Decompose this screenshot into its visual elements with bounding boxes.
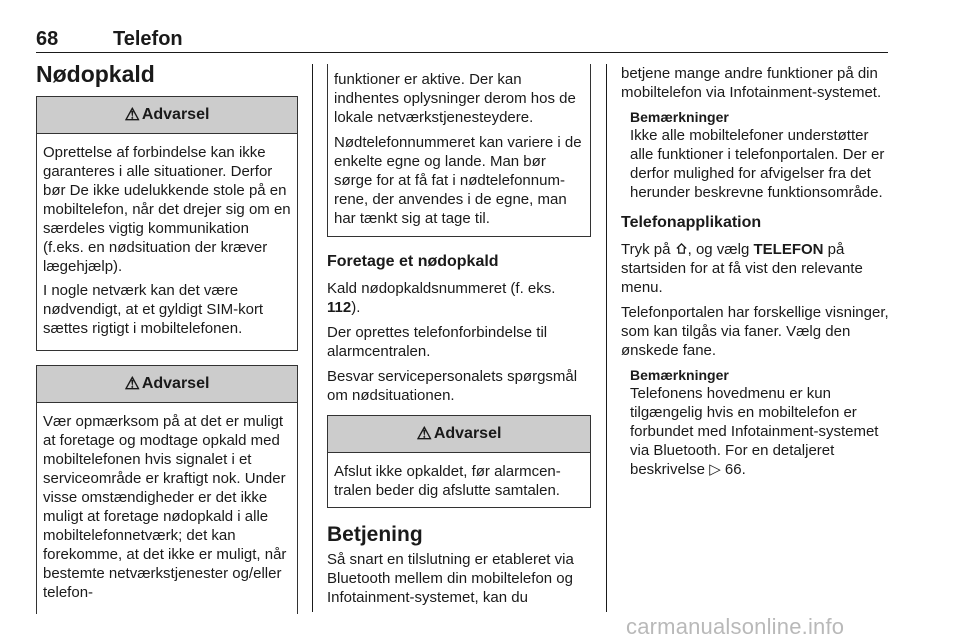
warning-paragraph: Vær opmærksom på at det er muligt at foretage og modtage opkald med mobiltelefonen hvis signalet i et serviceområde er kraftigt nok. Under visse omstændigheder er det ikke muligt at foretage nødopkald i alle mobiltelefonnetværk; det kan forekomme, at det ikke er muligt, når bestemte netværkstjenester og/eller telefon- <box>43 413 287 601</box>
watermark: carmanualsonline.info <box>626 614 845 639</box>
note-title: Bemærkninger <box>630 109 729 125</box>
dial-paragraph <box>327 279 591 317</box>
paragraph: betjene mange andre funktioner på din mobiltelefon via Infotainment-systemet. <box>621 65 882 101</box>
warning-box-continued <box>327 64 591 237</box>
warning-header <box>328 416 590 453</box>
running-head: Telefon <box>113 28 183 50</box>
warning-title: Advarsel <box>141 106 210 123</box>
note-text <box>630 384 889 479</box>
note-text-body: Telefonens hovedmenu er kun tilgængelig hvis en mobiltelefon er forbundet med Infotainment-systemet via Bluetooth. For en detaljeret beskrivelse <box>630 385 879 478</box>
telefon-keyword: TELEFON <box>753 241 824 258</box>
paragraph: Besvar servicepersonalets spørgsmål om nødsituationen. <box>327 368 578 404</box>
warning-icon: ⚠ <box>124 374 140 393</box>
tap-text-end: på startsiden for at få vist den relevante menu. <box>621 241 863 296</box>
paragraph: Telefonportalen har forskellige visninger, som kan tilgås via faner. Vælg den ønskede fane. <box>621 304 889 359</box>
note-text: Ikke alle mobiltelefoner understøtter alle funktioner i telefonportalen. Der er derfor mulighed for afvigelser fra det herunder beskrevne funktionsområde. <box>630 127 885 201</box>
dial-text-end: ). <box>351 299 361 316</box>
section-title: Nødopkald <box>36 61 155 87</box>
tap-text: Tryk på <box>621 241 675 258</box>
note-box <box>630 108 889 202</box>
warning-box <box>36 96 298 351</box>
page-header <box>36 24 888 53</box>
warning-paragraph: Nødtelefonnummeret kan variere i de enkelte egne og lande. Man bør sørge for at få fat i nødtelefonnumrene, der anvendes i de egne, man har tænkt sig at tage til. <box>334 134 582 227</box>
paragraph: Der oprettes telefonforbindelse til alarmcentralen. <box>327 324 548 360</box>
note-title: Bemærkninger <box>630 367 729 383</box>
column-divider <box>606 64 607 612</box>
heading-emergency-call: Foretage et nødopkald <box>327 253 499 270</box>
page-reference: 66. <box>720 461 746 478</box>
column-left <box>36 60 298 614</box>
note-box <box>630 366 889 479</box>
page-number: 68 <box>36 28 59 50</box>
warning-paragraph: Afslut ikke opkaldet, før alarmcentralen beder dig afslutte samtalen. <box>334 463 561 499</box>
warning-body <box>37 134 297 350</box>
column-right <box>621 64 889 489</box>
column-middle <box>327 64 591 613</box>
heading-phone-app: Telefonapplikation <box>621 214 762 231</box>
warning-title: Advarsel <box>141 375 210 392</box>
page-reference-arrow-icon: ▷ <box>709 461 721 478</box>
warning-box <box>327 415 591 508</box>
dial-text: Kald nødopkaldsnummeret (f. eks. <box>327 280 556 297</box>
warning-box <box>36 365 298 614</box>
paragraph: Så snart en tilslutning er etableret via Bluetooth mellem din mobiltelefon og Infotainment-systemet, kan du <box>327 551 574 606</box>
warning-body <box>328 453 590 507</box>
warning-icon: ⚠ <box>124 105 140 124</box>
heading-operation: Betjening <box>327 523 423 546</box>
tap-text-mid: , og vælg <box>687 241 754 258</box>
home-icon <box>675 241 688 258</box>
column-divider <box>312 64 313 612</box>
warning-paragraph: I nogle netværk kan det være nødvendigt, at et gyldigt SIM-kort sættes rigtigt i mobiltelefonen. <box>43 282 264 337</box>
tap-paragraph <box>621 240 889 297</box>
warning-header <box>37 97 297 134</box>
warning-paragraph: funktioner er aktive. Der kan indhentes oplysninger derom hos de lokale netværkstjenesteydere. <box>334 71 576 126</box>
emergency-number: 112 <box>327 299 352 316</box>
warning-body <box>37 403 297 614</box>
warning-icon: ⚠ <box>416 424 432 443</box>
warning-title: Advarsel <box>433 425 502 442</box>
warning-paragraph: Oprettelse af forbindelse kan ikke garanteres i alle situationer. Derfor bør De ikke udelukkende stole på en mobiltelefon, når det drejer sig om en særdeles vigtig kommunikation (f.eks. en nødsituation der kræver lægehjælp). <box>43 144 291 275</box>
warning-header <box>37 366 297 403</box>
